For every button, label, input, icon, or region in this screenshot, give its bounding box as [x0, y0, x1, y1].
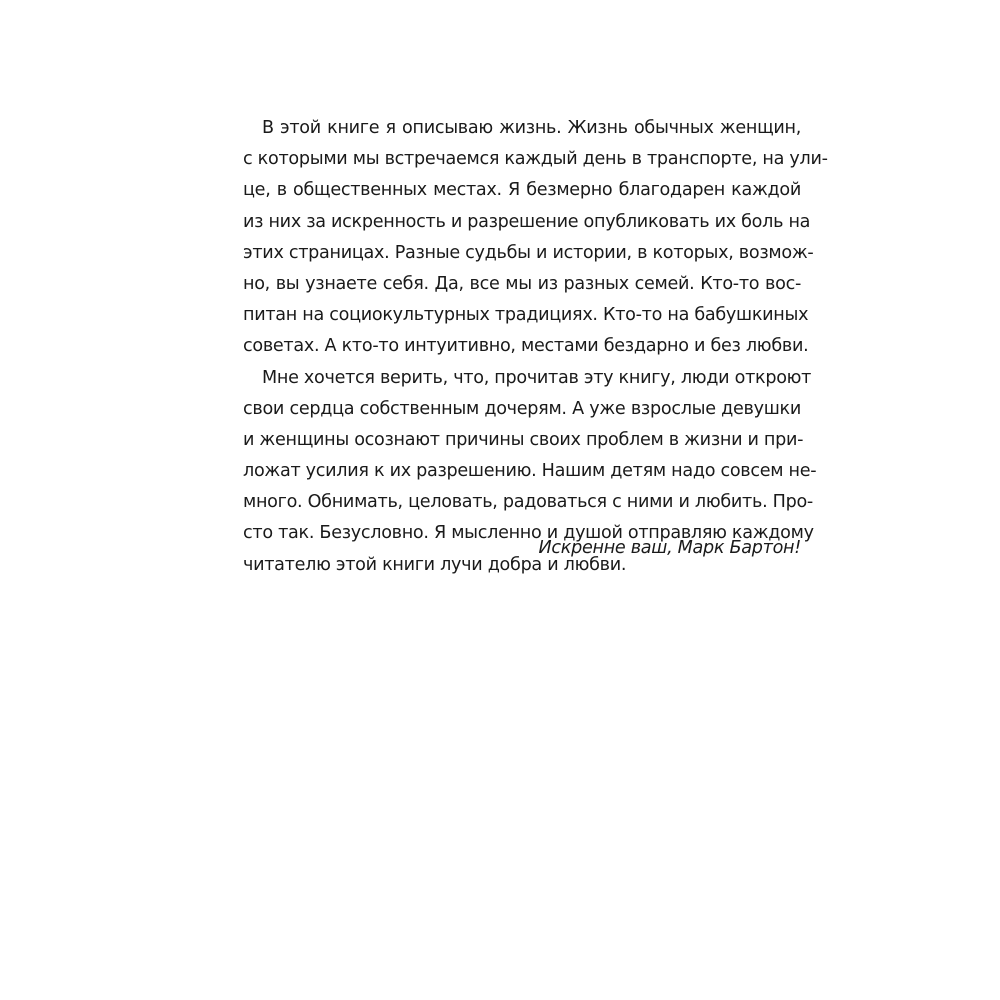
- text-line: много. Обнимать, целовать, радоваться с ними и любить. Про-: [243, 492, 813, 513]
- body-text: [243, 113, 828, 581]
- text-line: ложат усилия к их разрешению. Нашим детям надо совсем не-: [243, 461, 817, 482]
- paragraph-1: [243, 113, 828, 363]
- text-line: советах. А кто-то интуитивно, местами бездарно и без любви.: [243, 336, 809, 357]
- text-line: и женщины осознают причины своих проблем в жизни и при-: [243, 429, 804, 450]
- text-line: читателю этой книги лучи добра и любви.: [243, 554, 627, 575]
- text-line: свои сердца собственным дочерям. А уже взрослые девушки: [243, 398, 801, 419]
- text-line: питан на социокультурных традициях. Кто-то на бабушкиных: [243, 305, 809, 326]
- text-line: сто так. Безусловно. Я мысленно и душой отправляю каждому: [243, 523, 814, 544]
- text-line: с которыми мы встречаемся каждый день в транспорте, на ули-: [243, 149, 828, 170]
- text-line: но, вы узнаете себя. Да, все мы из разных семей. Кто-то вос-: [243, 273, 801, 294]
- text-line: этих страницах. Разные судьбы и истории, в которых, возмож-: [243, 242, 814, 263]
- text-line: Мне хочется верить, что, прочитав эту книгу, люди откроют: [262, 367, 812, 388]
- text-line: В этой книге я описываю жизнь. Жизнь обычных женщин,: [262, 118, 801, 138]
- signature: Искренне ваш, Марк Бартон!: [538, 538, 801, 558]
- text-line: це, в общественных местах. Я безмерно благодарен каждой: [243, 180, 801, 201]
- text-line: из них за искренность и разрешение опубликовать их боль на: [243, 211, 811, 232]
